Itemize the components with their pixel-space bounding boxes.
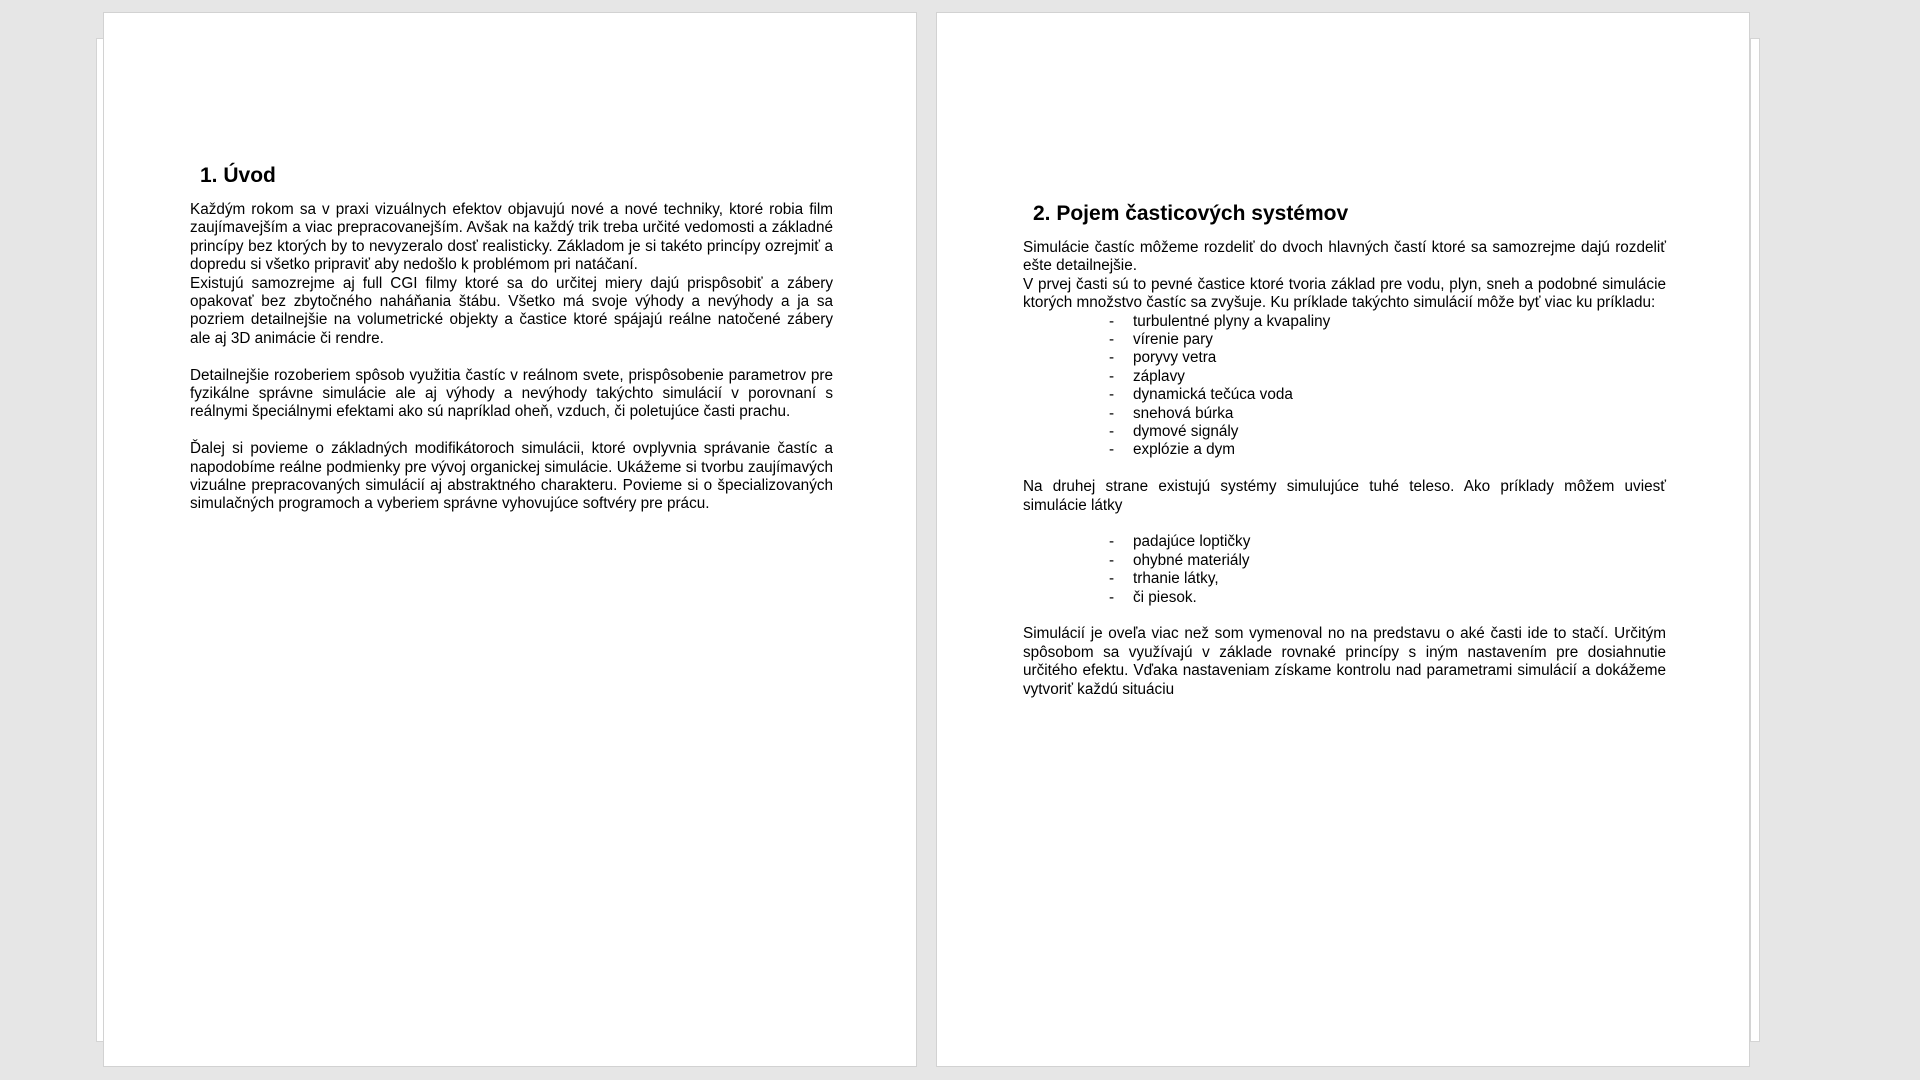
list-dash: - — [1109, 386, 1115, 404]
page-content — [1023, 201, 1666, 699]
list-item-text: padajúce loptičky — [1133, 533, 1251, 551]
list-dash: - — [1109, 533, 1115, 551]
list-item-text: záplavy — [1133, 367, 1185, 385]
list-dash: - — [1109, 331, 1115, 349]
list-dash: - — [1109, 588, 1115, 606]
list-item[interactable] — [1109, 386, 1666, 404]
list-item[interactable] — [1109, 589, 1666, 607]
paragraph[interactable]: Simulácií je oveľa viac než som vymenoval no na predstavu o aké časti ide to stačí. Určitým spôsobom sa využívajú v základe rovnaké princípy s iným nastavením pre dosiahnutie určitého efektu. Vďaka nastaveniam získame kontrolu nad parametrami simulácií a dokážeme vytvoriť každú situáciu — [1023, 625, 1666, 698]
paragraph[interactable]: Ďalej si povieme o základných modifikátoroch simulácii, ktoré ovplyvnia správanie častíc a napodobíme reálne podmienky pre vývoj organickej simulácie. Ukážeme si tvorbu zaujímavých vizuálne prepracovaných simulácií aj abstraktného charakteru. Povieme si o špecializovaných simulačných programoch a vyberiem správne vyhovujúce softvéry pre prácu. — [190, 440, 833, 513]
list-item-text: turbulentné plyny a kvapaliny — [1133, 312, 1331, 330]
list-item[interactable] — [1109, 570, 1666, 588]
list-item[interactable] — [1109, 423, 1666, 441]
list-dash: - — [1109, 441, 1115, 459]
background-page-right — [1750, 38, 1760, 1042]
paragraph[interactable]: Každým rokom sa v praxi vizuálnych efektov objavujú nové a nové techniky, ktoré robia film zaujímavejším a viac prepracovanejším. Avšak na každý trik treba určité vedomosti a základné princípy bez ktorých by to nevyzeralo dosť realisticky. Základom je si takéto princípy ozrejmiť a dopredu si všetko pripraviť aby nedošlo k problémom pri natáčaní. — [190, 201, 833, 274]
list-item-text: poryvy vetra — [1133, 349, 1217, 367]
list-dash: - — [1109, 404, 1115, 422]
list-item-text: ohybné materiály — [1133, 551, 1250, 569]
rigid-body-examples-list — [1023, 533, 1666, 607]
list-item-text: či piesok. — [1133, 588, 1197, 606]
list-dash: - — [1109, 423, 1115, 441]
paragraph-spacer — [190, 422, 833, 440]
list-item[interactable] — [1109, 552, 1666, 570]
paragraph[interactable]: Detailnejšie rozoberiem spôsob využitia častíc v reálnom svete, prispôsobenie parametrov pre fyzikálne správne simulácie ale aj výhody a nevýhody takýchto simulácií v porovnaní s reálnymi špeciálnymi efektami ako sú napríklad oheň, vzduch, či poletujúce časti prachu. — [190, 366, 833, 421]
list-item[interactable] — [1109, 441, 1666, 459]
list-item-text: snehová búrka — [1133, 404, 1234, 422]
list-dash: - — [1109, 367, 1115, 385]
document-page-2[interactable] — [936, 12, 1750, 1067]
list-item-text: trhanie látky, — [1133, 570, 1219, 588]
paragraph[interactable]: Na druhej strane existujú systémy simulujúce tuhé teleso. Ako príklady môžem uviesť simulácie látky — [1023, 478, 1666, 514]
list-item[interactable] — [1109, 368, 1666, 386]
list-dash: - — [1109, 349, 1115, 367]
list-item[interactable] — [1109, 533, 1666, 551]
paragraph-spacer — [1023, 460, 1666, 478]
list-item[interactable] — [1109, 331, 1666, 349]
section-heading-uvod: 1. Úvod — [200, 164, 276, 187]
page-content — [190, 163, 833, 514]
list-item[interactable] — [1109, 349, 1666, 367]
list-dash: - — [1109, 551, 1115, 569]
list-item[interactable] — [1109, 405, 1666, 423]
list-dash: - — [1109, 570, 1115, 588]
paragraph[interactable]: Existujú samozrejme aj full CGI filmy ktoré sa do určitej miery dajú prispôsobiť a zábery opakovať bez zbytočného naháňania štábu. Všetko má svoje výhody a nevýhody a ja sa pozriem detailnejšie na volumetrické objekty a častice ktoré spájajú reálne natočené zábery ale aj 3D animácie či rendre. — [190, 274, 833, 347]
paragraph-spacer — [190, 348, 833, 366]
paragraph-spacer — [1023, 607, 1666, 625]
list-dash: - — [1109, 312, 1115, 330]
list-item-text: vírenie pary — [1133, 331, 1213, 349]
list-item-text: dymové signály — [1133, 423, 1239, 441]
section-heading-pojem: 2. Pojem časticových systémov — [1033, 202, 1349, 225]
list-item[interactable] — [1109, 313, 1666, 331]
simulation-examples-list — [1023, 313, 1666, 460]
paragraph[interactable]: Simulácie častíc môžeme rozdeliť do dvoch hlavných častí ktoré sa samozrejme dajú rozdeliť ešte detailnejšie. — [1023, 239, 1666, 275]
document-page-1[interactable] — [103, 12, 917, 1067]
paragraph[interactable]: V prvej časti sú to pevné častice ktoré tvoria základ pre vodu, plyn, sneh a podobné simulácie ktorých množstvo častíc sa zvyšuje. Ku príklade takýchto simulácií môže byť viac ku príkladu: — [1023, 275, 1666, 312]
list-item-text: dynamická tečúca voda — [1133, 386, 1293, 404]
list-item-text: explózie a dym — [1133, 441, 1236, 459]
paragraph-spacer — [1023, 515, 1666, 533]
